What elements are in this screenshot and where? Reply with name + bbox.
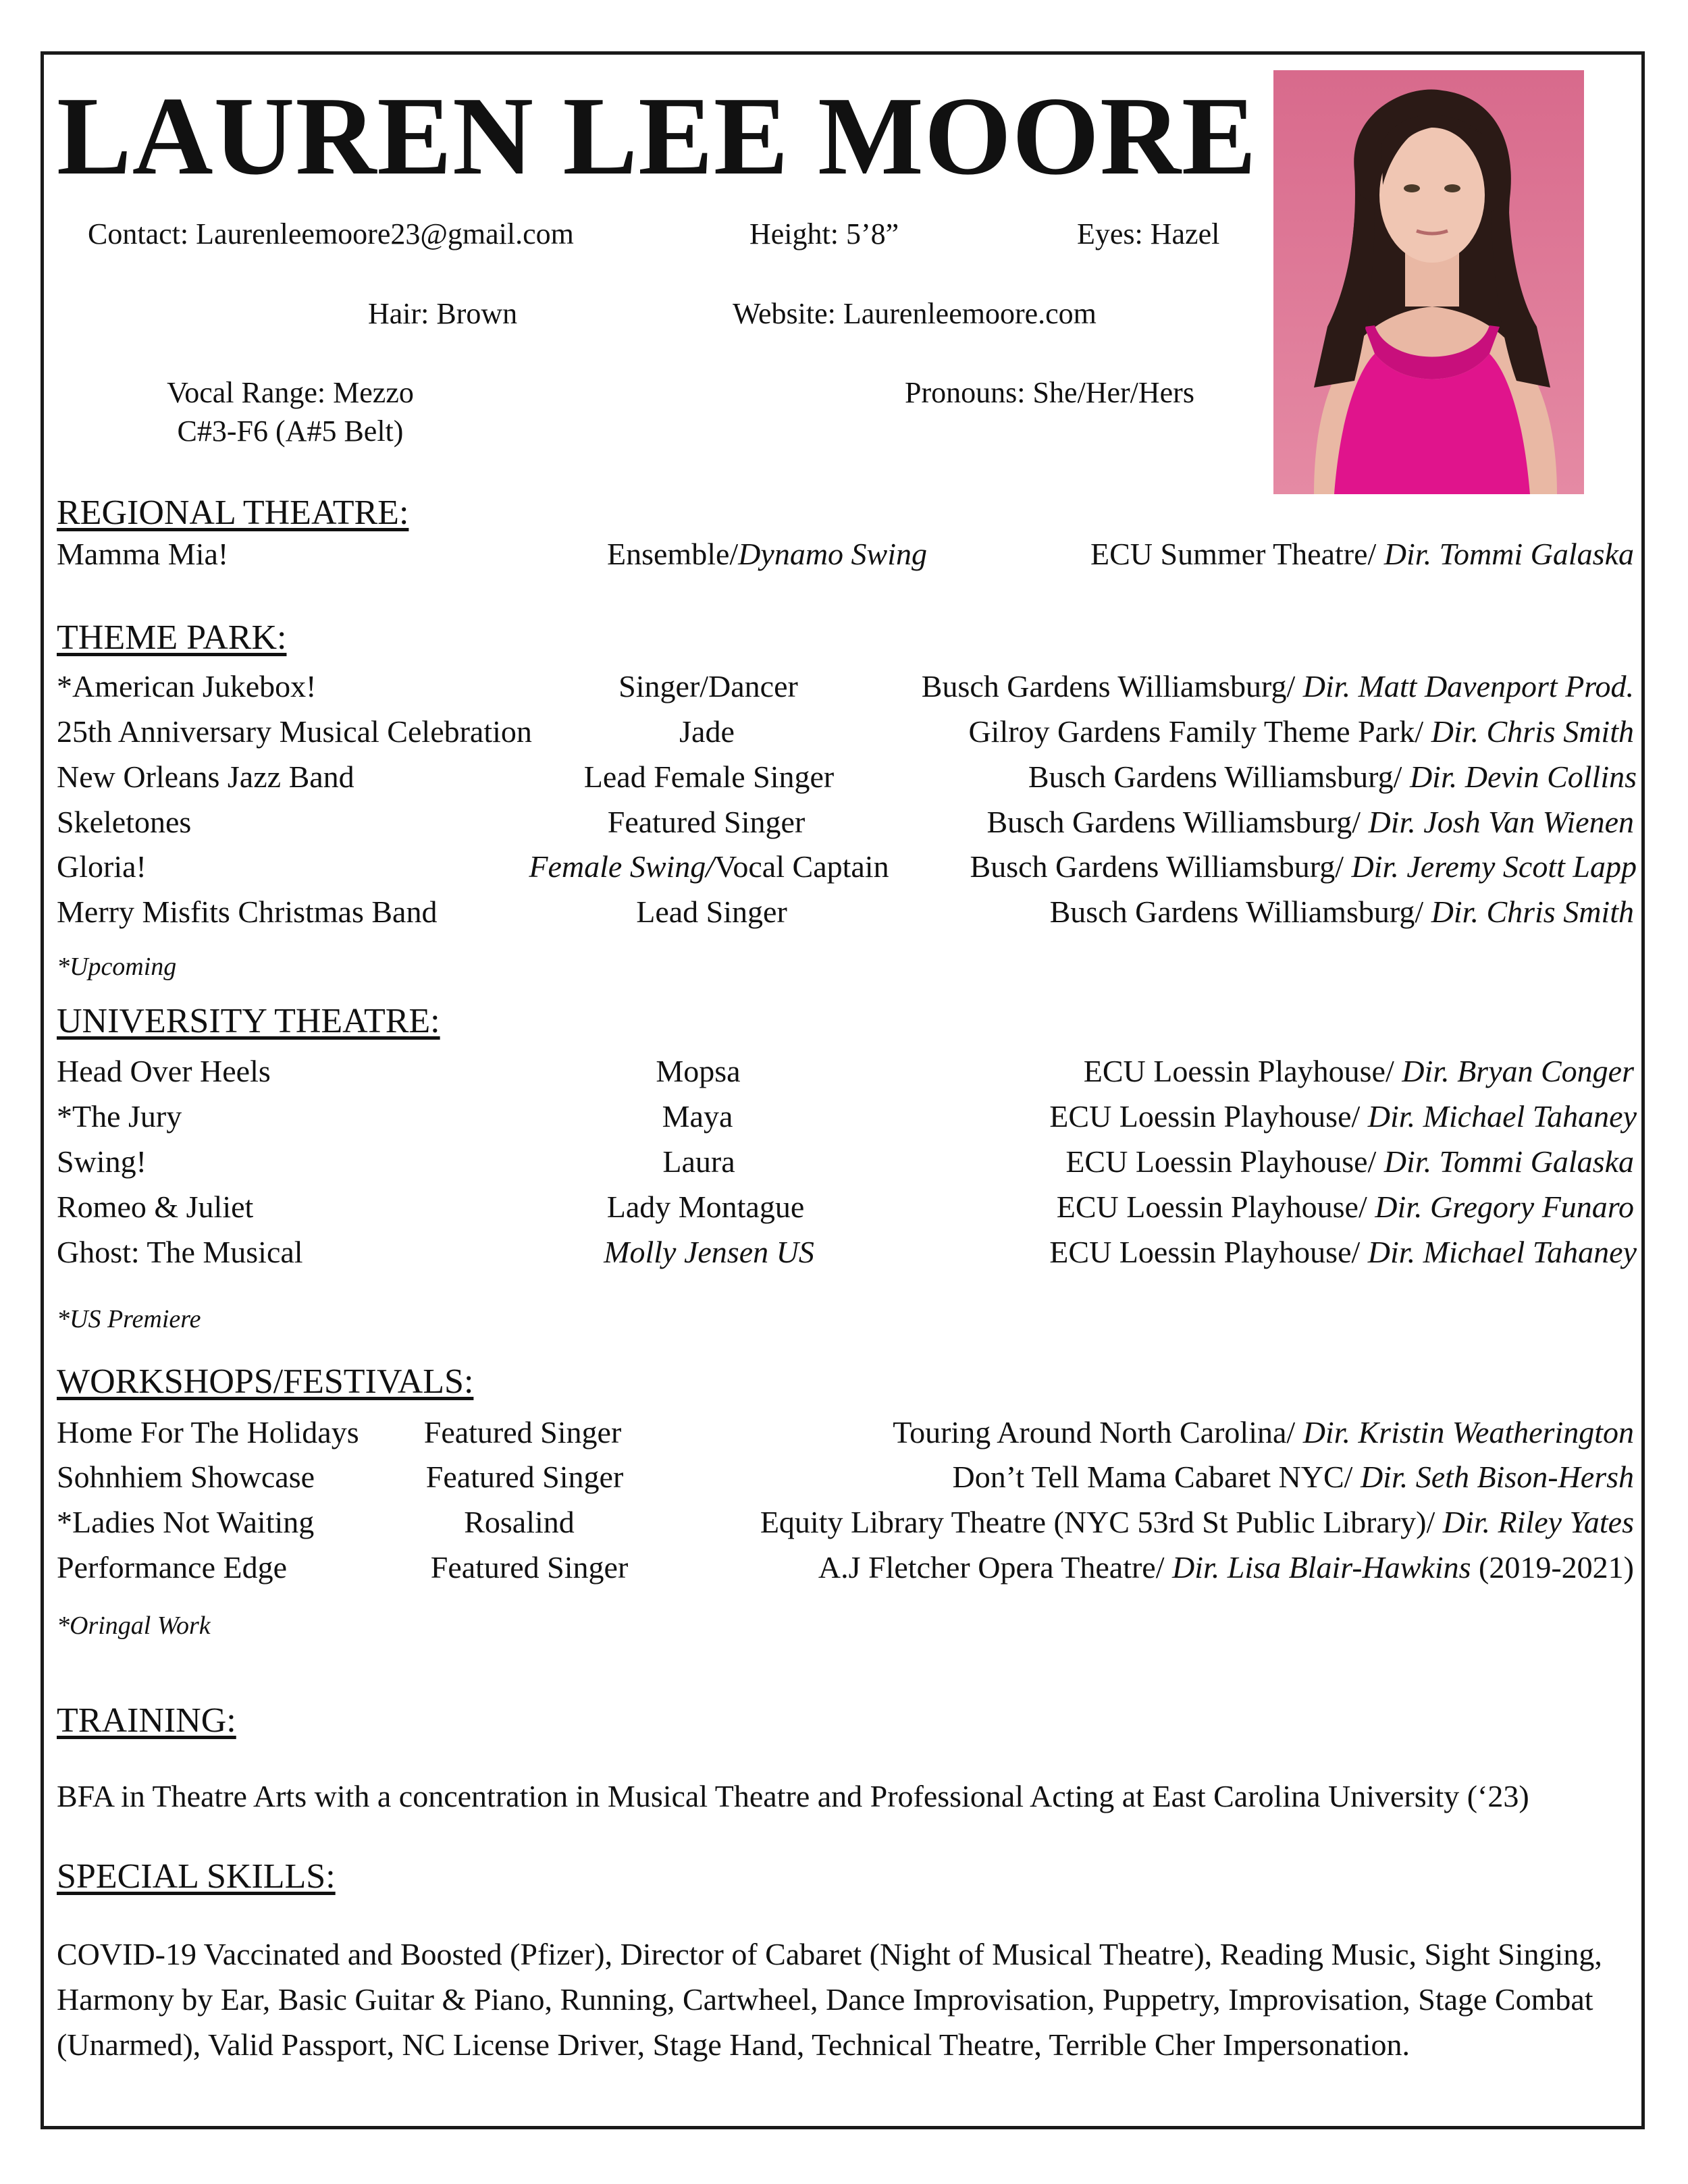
table-row: [57, 1414, 1634, 1455]
page-title: LAUREN LEE MOORE: [57, 74, 1257, 198]
show-title: Ghost: The Musical: [57, 1235, 303, 1269]
role: Jade: [679, 714, 735, 749]
show-title: *American Jukebox!: [57, 669, 317, 703]
table-row: [57, 1053, 1634, 1094]
role: Singer/Dancer: [618, 669, 798, 703]
role: Lead Female Singer: [583, 760, 835, 794]
hair-info: Hair: Brown: [368, 297, 518, 330]
role: Ensemble/Dynamo Swing: [606, 537, 928, 571]
footnote: *US Premiere: [57, 1305, 201, 1333]
role: Female Swing/Vocal Captain: [529, 849, 889, 884]
venue-director: A.J Fletcher Opera Theatre/ Dir. Lisa Blair-Hawkins (2019-2021): [818, 1550, 1634, 1584]
venue-director: ECU Loessin Playhouse/ Dir. Gregory Funaro: [1056, 1190, 1634, 1224]
venue-director: Touring Around North Carolina/ Dir. Kristin Weatherington: [893, 1415, 1634, 1449]
role: Featured Singer: [430, 1550, 629, 1584]
website-info: Website: Laurenleemoore.com: [733, 297, 1097, 330]
role: Maya: [662, 1099, 733, 1134]
venue-director: Busch Gardens Williamsburg/ Dir. Matt Davenport Prod.: [921, 669, 1634, 703]
height-info: Height: 5’8”: [749, 217, 899, 250]
show-title: Gloria!: [57, 849, 147, 884]
pronouns-info: Pronouns: She/Her/Hers: [905, 376, 1194, 409]
venue-director: ECU Summer Theatre/ Dir. Tommi Galaska: [1090, 537, 1634, 571]
table-row: [57, 894, 1634, 934]
role: Featured Singer: [607, 805, 806, 839]
show-title: Romeo & Juliet: [57, 1190, 254, 1224]
show-title: Sohnhiem Showcase: [57, 1460, 315, 1494]
show-title: Home For The Holidays: [57, 1415, 359, 1449]
venue-director: Gilroy Gardens Family Theme Park/ Dir. Chris Smith: [968, 714, 1634, 749]
show-title: Skeletones: [57, 805, 192, 839]
venue-director: Don’t Tell Mama Cabaret NYC/ Dir. Seth Bison-Hersh: [952, 1460, 1634, 1494]
table-row: [57, 1234, 1637, 1275]
vocal-range: [155, 373, 425, 450]
table-row: [57, 714, 1634, 754]
table-row: [57, 1504, 1634, 1545]
vocal-range-line1: Vocal Range: Mezzo: [167, 376, 414, 409]
vocal-range-line2: C#3-F6 (A#5 Belt): [177, 415, 404, 448]
special-skills-heading: SPECIAL SKILLS:: [57, 1857, 336, 1896]
table-row: [57, 804, 1634, 845]
role: Mopsa: [656, 1054, 741, 1088]
role: Laura: [662, 1144, 735, 1179]
headshot-photo: [1273, 70, 1584, 494]
show-title: Performance Edge: [57, 1550, 288, 1584]
show-title: 25th Anniversary Musical Celebration: [57, 714, 532, 749]
venue-director: ECU Loessin Playhouse/ Dir. Michael Tahaney: [1049, 1235, 1637, 1269]
venue-director: Busch Gardens Williamsburg/ Dir. Devin Collins: [1028, 760, 1637, 794]
venue-director: Busch Gardens Williamsburg/ Dir. Jeremy Scott Lapp: [970, 849, 1637, 884]
table-row: [57, 849, 1637, 889]
table-row: [57, 759, 1637, 799]
university-theatre-heading: UNIVERSITY THEATRE:: [57, 1002, 440, 1040]
show-title: *The Jury: [57, 1099, 182, 1134]
table-row: [57, 1549, 1634, 1590]
role: Rosalind: [464, 1505, 575, 1539]
venue-director: Busch Gardens Williamsburg/ Dir. Chris Smith: [1049, 895, 1634, 929]
table-row: [57, 536, 1634, 577]
headshot-illustration: [1273, 70, 1584, 494]
eyes-info: Eyes: Hazel: [1077, 217, 1220, 250]
show-title: Head Over Heels: [57, 1054, 271, 1088]
theme-park-heading: THEME PARK:: [57, 618, 287, 657]
footnote: *Oringal Work: [57, 1612, 211, 1640]
show-title: *Ladies Not Waiting: [57, 1505, 315, 1539]
venue-director: Equity Library Theatre (NYC 53rd St Public Library)/ Dir. Riley Yates: [760, 1505, 1634, 1539]
regional-theatre-heading: REGIONAL THEATRE:: [57, 494, 409, 532]
show-title: Merry Misfits Christmas Band: [57, 895, 438, 929]
show-title: New Orleans Jazz Band: [57, 760, 354, 794]
venue-director: ECU Loessin Playhouse/ Dir. Bryan Conger: [1083, 1054, 1634, 1088]
venue-director: ECU Loessin Playhouse/ Dir. Michael Tahaney: [1049, 1099, 1637, 1134]
venue-director: Busch Gardens Williamsburg/ Dir. Josh Van Wienen: [986, 805, 1634, 839]
special-skills-text: COVID-19 Vaccinated and Boosted (Pfizer), Director of Cabaret (Night of Musical Theatre), Reading Music, Sight Singing, Harmony by Ear, Basic Guitar & Piano, Running, Cartwheel, Dance Improvisation, Puppetry, Improvisation, Stage Combat (Unarmed), Valid Passport, NC License Driver, Stage Hand, Technical Theatre, Terrible Cher Impersonation.: [57, 1937, 1602, 2062]
role: Molly Jensen US: [604, 1235, 814, 1269]
show-title: Swing!: [57, 1144, 147, 1179]
footnote: *Upcoming: [57, 953, 177, 981]
table-row: [57, 1144, 1634, 1184]
table-row: [57, 1098, 1637, 1139]
contact-email: Contact: Laurenleemoore23@gmail.com: [88, 217, 574, 250]
role: Featured Singer: [425, 1460, 624, 1494]
training-heading: TRAINING:: [57, 1701, 236, 1740]
role: Featured Singer: [423, 1415, 622, 1449]
role: Lead Singer: [636, 895, 787, 929]
workshops-heading: WORKSHOPS/FESTIVALS:: [57, 1362, 474, 1401]
training-text: BFA in Theatre Arts with a concentration in Musical Theatre and Professional Acting at East Carolina University (‘23): [57, 1779, 1529, 1813]
table-row: [57, 1459, 1634, 1499]
role: Lady Montague: [606, 1190, 805, 1224]
venue-director: ECU Loessin Playhouse/ Dir. Tommi Galaska: [1065, 1144, 1634, 1179]
show-title: Mamma Mia!: [57, 537, 229, 571]
table-row: [57, 1189, 1634, 1229]
table-row: [57, 668, 1634, 709]
